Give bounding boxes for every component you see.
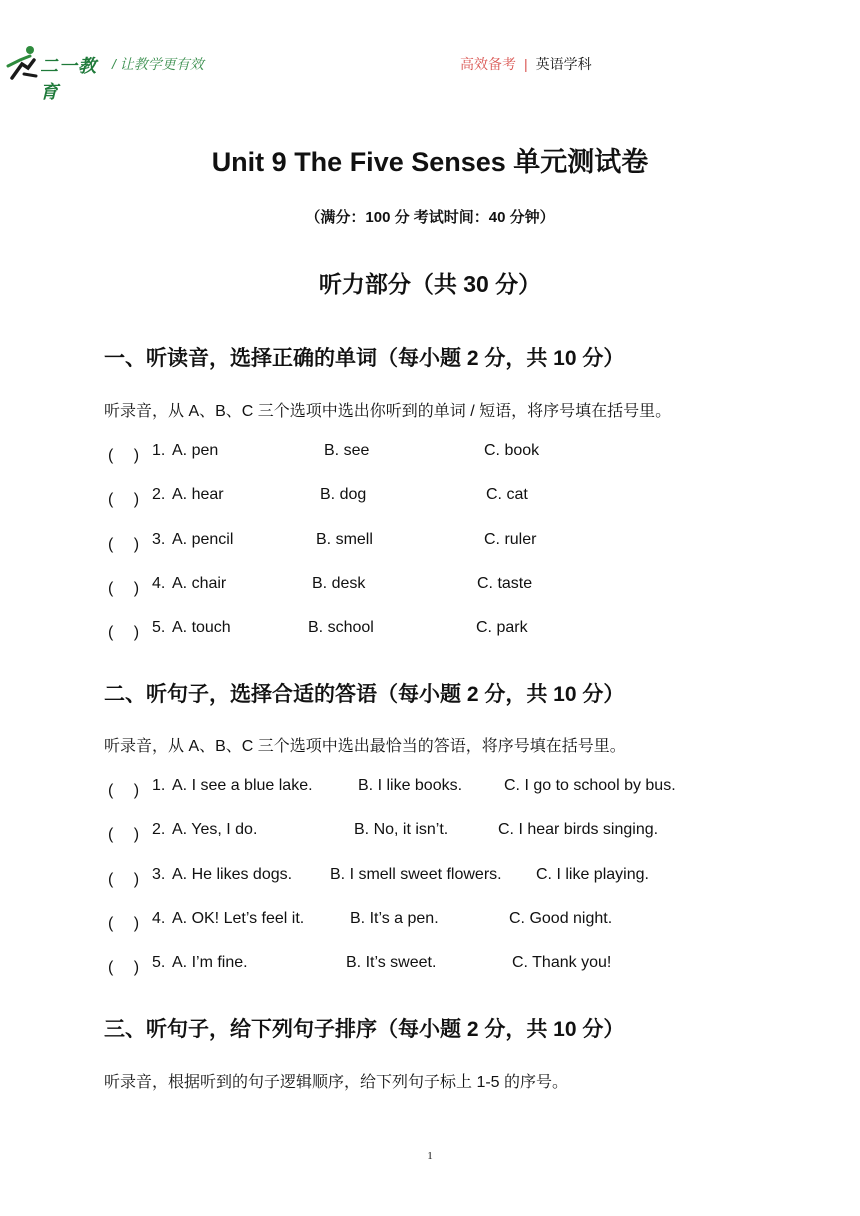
answer-bracket[interactable]: ( ) [108, 447, 140, 464]
question-row [104, 619, 804, 643]
option-b: B. I like books. [358, 777, 463, 794]
option-c: C. book [484, 442, 540, 459]
question-row [104, 777, 804, 801]
header-slogan: / 让教学更有效 [112, 56, 204, 72]
question-row [104, 442, 804, 466]
answer-bracket[interactable]: ( ) [108, 915, 140, 932]
option-a: A. Yes, I do. [172, 821, 258, 838]
question-number: 5. [152, 954, 166, 971]
option-b: B. dog [320, 486, 367, 503]
question-number: 1. [152, 442, 166, 459]
part-heading: 听力部分（共 30 分） [318, 271, 542, 297]
option-a: A. OK! Let’s feel it. [172, 910, 305, 927]
question-number: 1. [152, 777, 166, 794]
option-a: A. pen [172, 442, 219, 459]
option-a: A. pencil [172, 531, 234, 548]
option-c: C. Thank you! [512, 954, 612, 971]
answer-bracket[interactable]: ( ) [108, 871, 140, 888]
option-b: B. smell [316, 531, 373, 548]
header-tag-exam: 高效备考 [460, 56, 516, 72]
question-row [104, 575, 804, 599]
logo-text: 二一教育 [40, 56, 97, 102]
option-c: C. cat [486, 486, 528, 503]
option-c: C. Good night. [509, 910, 613, 927]
option-b: B. It’s a pen. [350, 910, 439, 927]
header-separator: | [524, 56, 528, 72]
question-row [104, 954, 804, 978]
option-a: A. hear [172, 486, 224, 503]
header-tag-subject: 英语学科 [535, 56, 592, 72]
option-b: B. It’s sweet. [346, 954, 437, 971]
option-b: B. desk [312, 575, 366, 592]
question-number: 3. [152, 531, 166, 548]
answer-bracket[interactable]: ( ) [108, 536, 140, 553]
section-3-heading: 三、听句子，给下列句子排序（每小题 2 分，共 10 分） [104, 1018, 625, 1041]
question-row [104, 821, 804, 845]
section-2-heading: 二、听句子，选择合适的答语（每小题 2 分，共 10 分） [104, 683, 625, 706]
question-row [104, 531, 804, 555]
option-c: C. I go to school by bus. [504, 777, 676, 794]
brand-logo [4, 44, 114, 102]
option-b: B. No, it isn’t. [354, 821, 449, 838]
option-a: A. chair [172, 575, 227, 592]
option-a: A. I see a blue lake. [172, 777, 313, 794]
answer-bracket[interactable]: ( ) [108, 624, 140, 641]
question-row [104, 866, 804, 890]
answer-bracket[interactable]: ( ) [108, 580, 140, 597]
question-number: 2. [152, 486, 166, 503]
option-c: C. park [476, 619, 528, 636]
option-c: C. I like playing. [536, 866, 649, 883]
page-title: Unit 9 The Five Senses 单元测试卷 [211, 147, 649, 177]
question-row [104, 910, 804, 934]
question-number: 4. [152, 575, 166, 592]
option-b: B. school [308, 619, 374, 636]
option-a: A. touch [172, 619, 231, 636]
section-3-instruction: 听录音，根据听到的句子逻辑顺序，给下列句子标上 1-5 的序号。 [104, 1074, 569, 1091]
page-number: 1 [427, 1150, 433, 1162]
runner-logo-icon [4, 44, 44, 80]
question-number: 2. [152, 821, 166, 838]
section-1-heading: 一、听读音，选择正确的单词（每小题 2 分，共 10 分） [104, 347, 625, 370]
section-1-instruction: 听录音，从 A、B、C 三个选项中选出你听到的单词 / 短语，将序号填在括号里。 [104, 403, 672, 420]
question-number: 4. [152, 910, 166, 927]
option-c: C. taste [477, 575, 533, 592]
option-c: C. ruler [484, 531, 537, 548]
section-2-instruction: 听录音，从 A、B、C 三个选项中选出最恰当的答语，将序号填在括号里。 [104, 738, 626, 755]
option-b: B. see [324, 442, 370, 459]
page-subtitle: （满分：100 分 考试时间：40 分钟） [305, 209, 555, 226]
option-a: A. I’m fine. [172, 954, 248, 971]
option-a: A. He likes dogs. [172, 866, 293, 883]
question-number: 5. [152, 619, 166, 636]
answer-bracket[interactable]: ( ) [108, 826, 140, 843]
answer-bracket[interactable]: ( ) [108, 959, 140, 976]
answer-bracket[interactable]: ( ) [108, 491, 140, 508]
header-right [460, 54, 592, 74]
option-c: C. I hear birds singing. [498, 821, 659, 838]
question-row [104, 486, 804, 510]
question-number: 3. [152, 866, 166, 883]
answer-bracket[interactable]: ( ) [108, 782, 140, 799]
option-b: B. I smell sweet flowers. [330, 866, 502, 883]
